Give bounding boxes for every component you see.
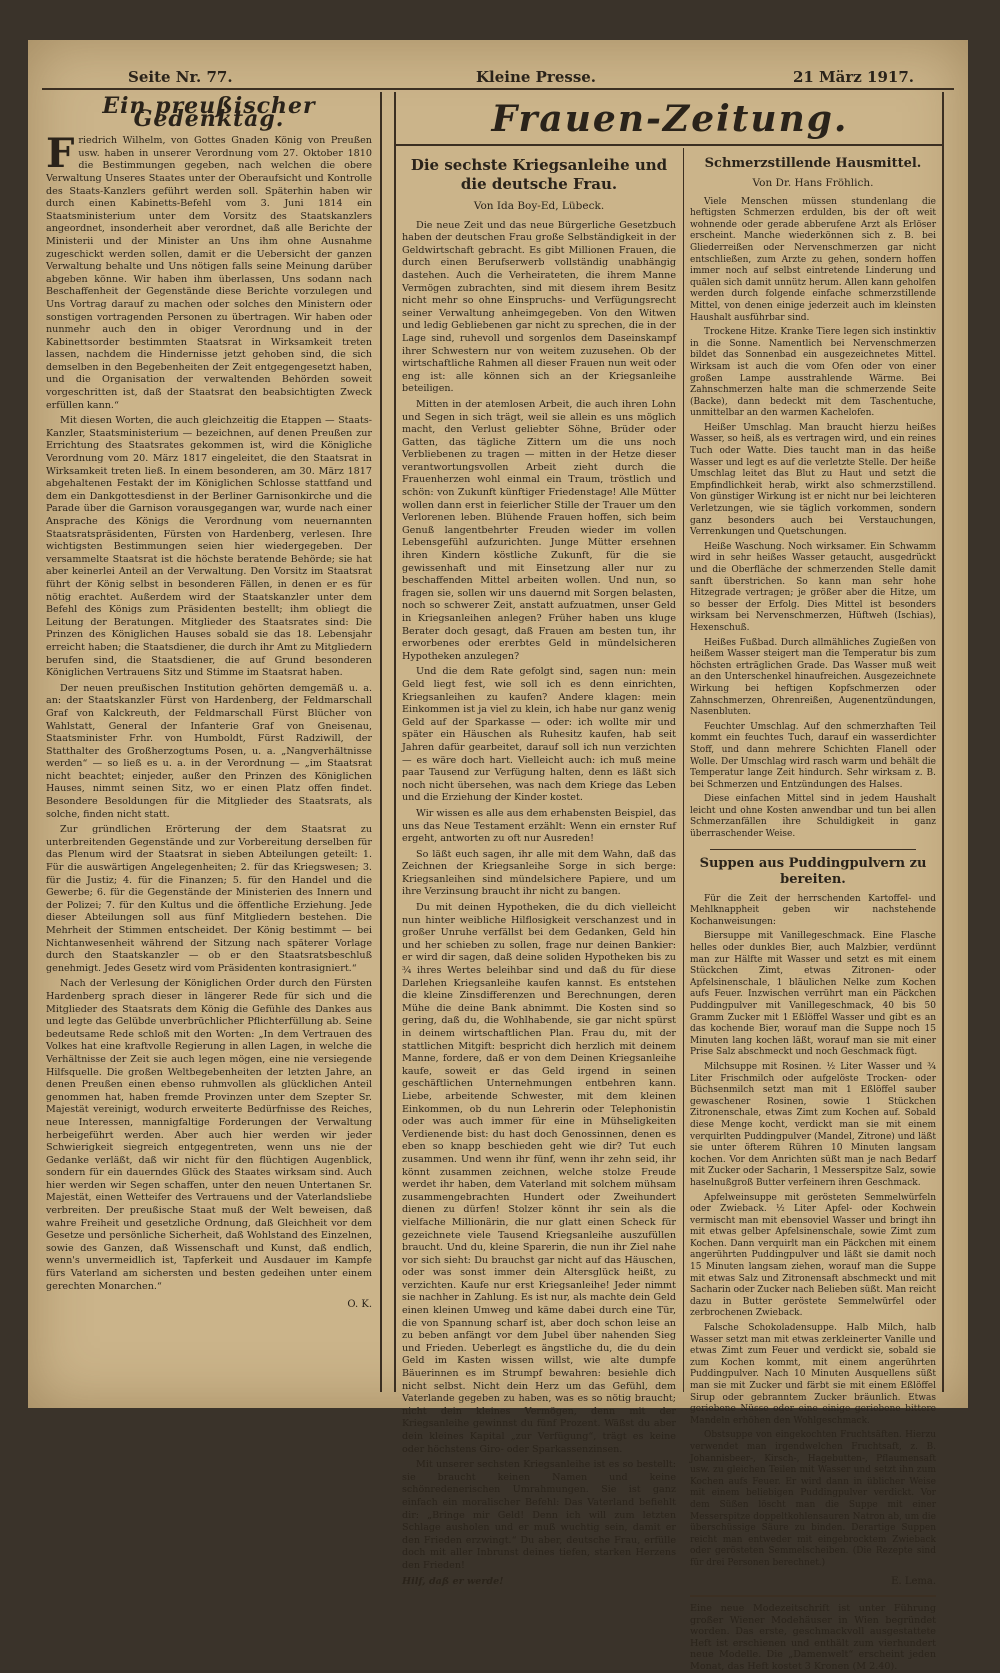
column-rule-inner <box>683 148 684 1392</box>
article-hausmittel <box>690 152 936 1673</box>
article-title-kriegsanleihe: Die sechste Kriegsanleihe und die deutsche Frau. <box>410 156 668 193</box>
header-page-number: Seite Nr. 77. <box>128 68 233 86</box>
paragraph-5: Heißes Fußbad. Durch allmähliches Zugießen von heißem Wasser steigert man die Temperatur bis zum höchsten erträglichen Grade. Das Wasser muß weit an den Unterschenkel hinaufreichen. Ausgezeichnete Wirkung bei heftigen Kopfschmerzen oder Zahnschmerzen, Ohrenreißen, Augenentzündungen, Nasenbluten. <box>690 637 936 718</box>
paragraph-4: Wir wissen es alle aus dem erhabensten Beispiel, das uns das Neue Testament erzählt: Wenn ein ernster Ruf ergeht, antworten zu oft nur Ausreden! <box>402 807 676 845</box>
byline: Von Ida Boy-Ed, Lübeck. <box>473 200 605 212</box>
separator <box>710 849 916 850</box>
paragraph-4: Heiße Waschung. Noch wirksamer. Ein Schwamm wird in sehr heißes Wasser getaucht, ausgedrückt und die Oberfläche der schmerzenden Stelle damit sanft überstrichen. So kann man sehr hohe Hitzegrade vertragen; je größer aber die Hitze, um so besser der Erfolg. Dies Mittel ist besonders wirksam bei Nervenschmerzen, Hüftweh (Ischias), Hexenschuß. <box>690 541 936 633</box>
paragraph-5: Nach der Verlesung der Königlichen Order durch den Fürsten Hardenberg sprach dieser in längerer Rede für sich und die Mitglieder des Staatsrats dem König die Gefühle des Dankes aus und legte das Gelübde unverbrüchlicher Pflichterfüllung ab. Seine bedeutsame Rede schloß mit den Worten: „In dem Vertrauen des Volkes hat eine kraftvolle Regierung in allen Lagen, in welche die Verhältnisse der Zeit sie auch legen mögen, eine nie versiegende Hilfsquelle. Die großen Weltbegebenheiten der letzten Jahre, an denen Preußen einen ebenso ruhmvollen als glücklichen Anteil genommen hat, haben fremde Provinzen unter dem Szepter Sr. Majestät vereinigt, wodurch erweiterte Bedürfnisse des Reiches, neue Interessen, mannigfaltige Forderungen der Verwaltung herbeigeführt werden. Aber auch hier werden wir jeder Schwierigkeit siegreich entgegentreten, wenn uns nie der Gedanke verläßt, daß wir nicht für den flüchtigen Augenblick, sondern für ein dauerndes Glück des Staates wirksam sind. Auch hier werden wir Segen schaffen, unter den neuen Untertanen Sr. Majestät, einen Wetteifer des Vertrauens und der Vaterlandsliebe verbreiten. Der preußische Staat muß der Welt beweisen, daß wahre Freiheit und gesetzliche Ordnung, daß Gleichheit vor dem Gesetze und persönliche Sicherheit, daß Wohlstand des Einzelnen, sowie des Ganzen, daß Wissenschaft und Kunst, daß endlich, wenn's unvermeidlich ist, Tapferkeit und Ausdauer im Kampfe fürs Vaterland am sichersten und besten gedeihen unter einem gerechten Monarchen.“ <box>46 978 372 1292</box>
paragraph-3: Heißer Umschlag. Man braucht hierzu heißes Wasser, so heiß, als es vertragen wird, und ein reines Tuch oder Watte. Dies taucht man in das heiße Wasser und legt es auf die verletzte Stelle. Der heiße Umschlag leitet das Blut zu Haut und setzt die Empfindlichkeit herab, wirkt also schmerzstillend. Von günstiger Wirkung ist er nicht nur bei leichteren Verletzungen, wie sie täglich vorkommen, sondern ganz besonders auch bei Verstauchungen, Verrenkungen und Quetschungen. <box>690 422 936 538</box>
paragraph-2: Mit diesen Worten, die auch gleichzeitig die Etappen — Staats-Kanzler, Staatsministerium — bezeichnen, auf denen Preußen zur Errichtung des Staatsrates gekommen ist, wird die Königliche Verordnung vom 20. März 1817 eingeleitet, die den Staatsrat in Wirksamkeit treten ließ. In einem besonderen, am 30. März 1817 abgehaltenen Festakt der im Königlichen Schlosse stattfand und dem ein Dankgottesdienst in der Berliner Garnisonkirche und die Parade über die Garnison vorausgegangen war, wurde nach einer Ansprache des Königs die Verordnung vom neuernannten Staatsratspräsidenten, Fürsten von Hardenberg, verlesen. Ihre wichtigsten Bestimmungen seien hier wiedergegeben. Der versammelte Staatsrat ist die höchste beratende Behörde; sie hat aber keinerlei Anteil an der Verwaltung. Den Vorsitz im Staatsrat führt der König selbst in besonderen Fällen, in denen er es für nötig erachtet. Außerdem wird der Staatskanzler unter dem Befehl des Königs zum Präsidenten bestellt; ihm obliegt die Leitung der Beratungen. Mitglieder des Staatsrates sind: Die Prinzen des Königlichen Hauses sobald sie das 18. Lebensjahr erreicht haben; die Staatsdiener, die durch ihr Amt zu Mitgliedern berufen sind, die Staatsdiener, die auf Grund besonderen Königlichen Vertrauens Sitz und Stimme im Staatsrat haben. <box>46 415 372 679</box>
header-newspaper-name: Kleine Presse. <box>476 68 597 86</box>
dropcap: F <box>46 130 75 178</box>
column-rule-1 <box>380 92 382 1392</box>
frauen-zeitung-banner: Frauen-Zeitung. <box>491 98 849 140</box>
recipe-milchsuppe: Milchsuppe mit Rosinen. ½ Liter Wasser und ¾ Liter Frischmilch oder aufgelöste Trocken- oder Büchsenmilch setzt man mit 1 Eßlöffel sauber gewaschener Rosinen, sowie 1 Stückchen Zitronenschale, etwas Zimt zum Kochen auf. Sobald diese Menge kocht, verdickt man sie mit einem verquirlten Puddingpulver (Mandel, Zitrone) und läßt sie unter öfterem Rühren 10 Minuten langsam kochen. Vor dem Anrichten süßt man je nach Bedarf mit Zucker oder Sacharin, 1 Messerspitze Salz, sowie haselnußgroß Butter verfeinern ihren Geschmack. <box>690 1061 936 1188</box>
column-rule-3 <box>942 92 944 1392</box>
closing-line: Hilf, daß er werde! <box>402 1575 504 1587</box>
column-rule-2 <box>394 92 396 1392</box>
newspaper-page <box>28 40 968 1673</box>
paragraph-1: Viele Menschen müssen stundenlang die heftigsten Schmerzen erdulden, bis der oft weit wohnende oder gerade abberufene Arzt als Erlöser erscheint. Manche wiederkönnen sich z. B. bei Gliederreißen oder Nervenschmerzen gar nicht entschließen, zum Arzte zu gehen, sondern hoffen immer noch auf selbst eintretende Linderung und quälen sich damit unnütz herum. Allen kann geholfen werden durch folgende einfache schmerzstillende Mittel, von denen einige jederzeit auch im kleinsten Haushalt ausführbar sind. <box>690 196 936 323</box>
article-title-hausmittel: Schmerzstillende Hausmittel. <box>704 156 922 171</box>
paragraph-2: Mitten in der atemlosen Arbeit, die auch ihren Lohn und Segen in sich trägt, weil sie allein es uns möglich macht, den Verlust geliebter Söhne, Brüder oder Gatten, das tägliche Zittern um die uns noch Verbliebenen zu tragen — mitten in der Hetze dieser verantwortungsvollen Arbeit zieht durch die Frauenherzen wohl einmal ein Traum, tröstlich und schön: von Zukunft künftiger Friedenstage! Alle Mütter wollen dann erst in feierlicher Stille der Trauer um den Verlorenen leben. Blühende Frauen hoffen, sich beim Genuß langentbehrter Freuden wieder im vollen Lebensgefühl aufzurichten. Junge Mütter ersehnen ihren Kindern köstliche Zukunft, für die sie gewissenhaft und mit Einsetzung aller nur zu beschaffenden Mittel arbeiten wollen. Und nun, so fragen sie, sollen wir uns dauernd mit Sorgen belasten, noch so schwerer Zeit, anstatt aufzuatmen, unser Geld in Kriegsanleihen anlegen? Früher haben uns kluge Berater doch gesagt, daß Frauen am besten tun, ihr erworbenes oder ererbtes Geld in mündelsicheren Hypotheken anzulegen? <box>402 398 676 662</box>
byline: Von Dr. Hans Fröhlich. <box>752 177 874 189</box>
recipe-intro: Für die Zeit der herrschenden Kartoffel- und Mehlknappheit geben wir nachstehende Kochanweisungen: <box>690 893 936 927</box>
signature: O. K. <box>347 1299 372 1311</box>
recipe-schokoladensuppe: Falsche Schokoladensuppe. Halb Milch, halb Wasser setzt man mit etwas zerkleinerter Vanille und etwas Zimt zum Feuer und verdickt sie, sobald sie zum Kochen kommt, mit einem angerührten Puddingpulver. Nach 10 Minuten Ausquellens süßt man sie mit Zucker und färbt sie mit einem Eßlöffel Sirup oder gebranntem Zucker bräunlich. Etwas geriebene Nüsse oder eine einige geriebene bittere Mandeln erhöhen den Wohlgeschmack. <box>690 1323 936 1426</box>
paragraph-2: Trockene Hitze. Kranke Tiere legen sich instinktiv in die Sonne. Namentlich bei Nervenschmerzen bildet das Sonnenbad ein ausgezeichnetes Mittel. Wirksam ist auch die vom Ofen oder von einer großen Lampe ausstrahlende Wärme. Bei Zahnschmerzen halte man die schmerzende Seite (Backe), dann bedeckt mit dem Taschentuche, unmittelbar an den warmen Kachelofen. <box>690 327 936 419</box>
paragraph-6: Du mit deinen Hypotheken, die du dich vielleicht nun hinter weibliche Hilflosigkeit verschanzest und in großer Unruhe verfällst bei dem Gedanken, Geld hin und her schieben zu sollen, frage nur deinen Bankier: er wird dir sagen, daß deine soliden Hypotheken bis zu ¾ ihres Wertes beleihbar sind und daß du für diese Darlehen Kriegsanleihe kaufen kannst. Es entstehen die kleine Zinsdifferenzen und Berechnungen, deren Mühe die deine Bank abnimmt. Die Kosten sind so gering, daß du, die Wohlhabende, sie gar nicht spürst in deinem wirtschaftlichen Plan. Frau du, mit der stattlichen Mitgift: bespricht dich herzlich mit deinem Manne, fordere, daß er von dem Deinen Kriegsanleihe kaufe, soweit er das Geld irgend in seinen geschäftlichen Unternehmungen entbehren kann. Liebe, arbeitende Schwester, mit dem kleinen Einkommen, ob du nun Lehrerin oder Telephonistin oder was auch immer für eine in Mühseligkeiten Verdienende bist: du hast doch Genossinnen, denen es eben so knapp beschieden geht wie dir? Tut euch zusammen. Und wenn ihr fünf, wenn ihr zehn seid, ihr könnt zusammen zeichnen, welche stolze Freude werdet ihr haben, dem Vaterland mit solchem mühsam zusammengebrachten Hundert oder Zweihundert dienen zu dürfen! Stolzer könnt ihr sein als die vielfache Millionärin, die nur glatt einen Scheck für gezeichnete viele Tausend Kriegsanleihe auszufüllen braucht. Und du, kleine Sparerin, die nun ihr Ziel nahe vor sich sieht: Du brauchst gar nicht auf das Häuschen, oder was sonst immer dein Altersglück heißt, zu verzichten. Kaufe nur erst Kriegsanleihe! Jeder nimmt sie nachher in Zahlung. Es ist nur, als machte dein Geld einen kleinen Umweg und käme dabei durch eine Tür, die von Spannung scharf ist, aber doch schon leise an zu beben anfängt vor dem Jubel über nahenden Sieg und Frieden. Ueberlegt es ängstliche du, die du dein Geld im Kasten wissen willst, wie alte dumpfe Bäuerinnen es im Strumpf bewahren: besiehle dich nicht selbst. Nicht dein Herz um das Gefühl, dem Vaterlande gegeben zu haben, was es so nötig braucht; nicht dein kleines Vermögen, denn mit der Kriegsanleihe gewinnst du fünf Prozent. Wäßst du aber dein kleines Kapital „zur Verfügung“, trägt es keine oder höchstens Giro- oder Sparkassenzinsen. <box>402 902 676 1455</box>
header-date: 21 März 1917. <box>792 68 914 86</box>
paragraph-6: Feuchter Umschlag. Auf den schmerzhaften Teil kommt ein feuchtes Tuch, darauf ein wasserdichter Stoff, und dann mehrere Schichten Flanell oder Wolle. Der Umschlag wird rasch warm und behält die Temperatur lange Zeit hindurch. Sehr wirksam z. B. bei Schmerzen und Entzündungen des Halses. <box>690 721 936 790</box>
recipe-obstsuppe: Obstsuppe von eingekochten Fruchtsäften. Hierzu verwendet man irgendwelchen Fruchtsaft, z. B. Johannisbeer-, Kirsch-, Hagebutten-, Pflaumensaft usw. zu gleichen Teilen mit Wasser und setzt ihn zum Kochen aufs Feuer. Er wird dann in üblicher Weise mit einem beliebigen Puddingpulver verdickt. Vor dem Süßen löscht man die Suppe mit einer Messerspitze doppeltkohlensauren Natron ab, um die überschüssige Säure zu binden. Derartige Suppen reicht man entweder mit eingebrocktem Zwieback oder gerösteten Semmelscheiben. (Die Rezepte sind für drei Personen berechnet.) <box>690 1430 936 1568</box>
notice-modezeitschrift: Eine neue Modezeitschrift ist unter Führung großer Wiener Modehäuser in Wien begründet worden. Das erste, geschmackvoll ausgestattete Heft ist erschienen und enthält zum vierhundert neue Modelle. Die „Damenwelt“ erscheint jeden Monat, das Heft kostet 3 Kronen (M 2.40). <box>690 1595 936 1673</box>
recipe-apfelweinsuppe: Apfelweinsuppe mit gerösteten Semmelwürfeln oder Zwieback. ½ Liter Apfel- oder Kochwein vermischt man mit ebensoviel Wasser und bringt ihn mit etwas gelber Apfelsinenschale, sowie Zimt zum Kochen. Dann verquirlt man ein Päckchen mit einem angerührten Puddingpulver und läßt sie damit noch 15 Minuten langsam ziehen, worauf man die Suppe mit etwas Salz und Zitronensaft abschmeckt und mit Sacharin oder Zucker nach Belieben süßt. Man reicht dazu in Butter geröstete Semmelwürfel oder zerbrochenen Zwieback. <box>690 1192 936 1319</box>
article-kriegsanleihe <box>402 152 676 1587</box>
article-gedenktag <box>46 93 372 1390</box>
article-title-gedenktag: Ein preußischer Gedenktag. <box>102 93 316 132</box>
paragraph-1: Die neue Zeit und das neue Bürgerliche Gesetzbuch haben der deutschen Frau große Selbständigkeit in der Geldwirtschaft gebracht. Es gibt Millionen Frauen, die durch einen Berufserwerb vollständig unabhängig dastehen. Auch die Verheirateten, die ihrem Manne Vermögen zubrachten, sind mit diesem ihrem Besitz nicht mehr so ohne Einspruchs- und Verfügungsrecht seiner Verwaltung anheimgegeben. Von den Witwen und ledig Gebliebenen gar nicht zu sprechen, die in der Lage sind, ruhevoll und sorgenlos dem Daseinskampf ihrer Schwestern nur von weitem zuzusehen. Ob der wirtschaftliche Rahmen all dieser Frauen nun weit oder eng ist: alle können sich an der Kriegsanleihe beteiligen. <box>402 219 676 395</box>
paragraph-7: Diese einfachen Mittel sind in jedem Haushalt leicht und ohne Kosten anwendbar und tun bei allen Schmerzanfällen ihre Schuldigkeit in ganz überraschender Weise. <box>690 794 936 840</box>
paragraph-3: Und die dem Rate gefolgt sind, sagen nun: mein Geld liegt fest, wie soll ich es denn einrichten, Kriegsanleihen zu kaufen? Andere klagen: mein Einkommen ist ja viel zu klein, ich habe nur ganz wenig Geld auf der Sparkasse — oder: ich wollte mir und später ein Häuschen als Ruhesitz kaufen, hab seit Jahren dafür gearbeitet, darauf soll ich nun verzichten — es wäre doch hart. Vielleicht auch: ich muß meine paar Tausend zur Verfügung halten, denn es läßt sich noch nicht übersehen, was nach dem Kriege das Leben und die Erziehung der Kinder kostet. <box>402 666 676 804</box>
article-title-suppen: Suppen aus Puddingpulvern zu bereiten. <box>699 855 927 887</box>
page-header <box>42 66 954 90</box>
paragraph-7: Mit unserer sechsten Kriegsanleihe ist es so bestellt: sie braucht keinen Namen und keine schönredenerischen Umrahmungen. Sie ist ganz einfach ein moralischer Befehl: Das Vaterland befiehlt dir: „Bringe mir Geld! Denn ich will zum letzten Schlage ausholen und er muß wuchtig sein, damit er den Frieden erzwingt.“ Du aber, deutsche Frau, erfülle doch mit aller Inbrunst deines tiefen, starken Herzens den Frieden! <box>402 1459 676 1571</box>
paragraph-3: Der neuen preußischen Institution gehörten demgemäß u. a. an: der Staatskanzler Fürst von Hardenberg, der Feldmarschall Graf von Kalckreuth, der Feldmarschall Fürst Blücher von Wahlstatt, General der Infanterie Graf von Gneisenau, Staatsminister Frhr. von Humboldt, Fürst Radziwill, der Statthalter des Großherzogtums Posen, u. a. „Nangverhältnisse werden“ — so ließ es u. a. in der Verordnung — „im Staatsrat nicht beachtet; einjeder, außer den Prinzen des Königlichen Hauses, nimmt seinen Sitz, wo er einen Platz offen findet. Besondere Besoldungen für die Mitglieder des Staatsrats, als solche, finden nicht statt. <box>46 682 372 820</box>
recipe-biersuppe: Biersuppe mit Vanillegeschmack. Eine Flasche helles oder dunkles Bier, auch Malzbier, verdünnt man zur Hälfte mit Wasser und setzt es mit einem Stückchen Zimt, etwas Zitronen- oder Apfelsinenschale, 1 bläulichen Nelke zum Kochen aufs Feuer. Inzwischen verrührt man ein Päckchen Puddingpulver mit Vanillegeschmack, 40 bis 50 Gramm Zucker mit 1 Eßlöffel Wasser und gibt es an das kochende Bier, worauf man die Suppe noch 15 Minuten lang kochen läßt, worauf man sie mit einer Prise Salz abschmeckt und noch Geschmack fügt. <box>690 931 936 1058</box>
paragraph-5: So läßt euch sagen, ihr alle mit dem Wahn, daß das Zeichnen der Kriegsanleihe Sorge in sich berge: Kriegsanleihen sind mündelsichere Papiere, und um ihre Verzinsung braucht ihr nicht zu bangen. <box>402 848 676 898</box>
signature: E. Lema. <box>891 1575 936 1587</box>
banner-rule <box>394 144 944 146</box>
paragraph-4: Zur gründlichen Erörterung der dem Staatsrat zu unterbreitenden Gegenstände und zur Vorbereitung derselben für das Plenum wird der Staatsrat in sieben Abteilungen geteilt: 1. Für die auswärtigen Angelegenheiten; 2. für das Kriegswesen; 3. für die Justiz; 4. für die Finanzen; 5. für den Handel und die Gewerbe; 6. für die Gegenstände der Ministerien des Innern und der Polizei; 7. für den Kultus und die öffentliche Erziehung. Jede dieser Abteilungen soll aus fünf Mitgliedern bestehen. Die Mehrheit der Stimmen entscheidet. Der König bestimmt — bei Nichtanwesenheit während der Sitzung nach späterer Vorlage durch den Staatskanzler — ob er den Staatsratsbeschluß genehmigt. Jedes Gesetz wird vom Präsidenten kontrasigniert.“ <box>46 824 372 974</box>
paragraph-1: Friedrich Wilhelm, von Gottes Gnaden König von Preußen usw. haben in unserer Verordnung vom 27. Oktober 1810 die Bestimmungen gegeben, nach welchen die obere Verwaltung Unseres Staates unter der Oberaufsicht und Kontrolle des Staats-Kanzlers geführt werden soll. Späterhin haben wir durch einen Kabinetts-Befehl vom 3. Juni 1814 ein Staatsministerium unter dem Vorsitz des Staatskanzlers angeordnet, insonderheit aber verordnet, daß alle Berichte der Ministerii und der Minister an Uns ihm ohne Ausnahme zugeschickt werden sollen, damit er die Uebersicht der ganzen Verwaltung behalte und Uns nötigen falls seine Meinung darüber abgeben könne. Wir haben ihm überlassen, Uns sodann nach Beschaffenheit der Gegenstände diese Berichte vorzulegen und Uns Vortrag darauf zu machen oder solches den Ministern oder sonstigen vortragenden Personen zu übertragen. Wir haben oder nunmehr auch den in obiger Verordnung und in der Kabinettsorder bestimmten Staatsrat in Wirksamkeit treten lassen, nachdem die Hindernisse jetzt gehoben sind, die sich demselben in den Begebenheiten der Zeit entgegengesetzt haben, und die Organisation der verwaltenden Behörden soweit vorgeschritten ist, daß der Staatsrat den beabsichtigten Zweck erfüllen kann.“ <box>46 130 372 411</box>
